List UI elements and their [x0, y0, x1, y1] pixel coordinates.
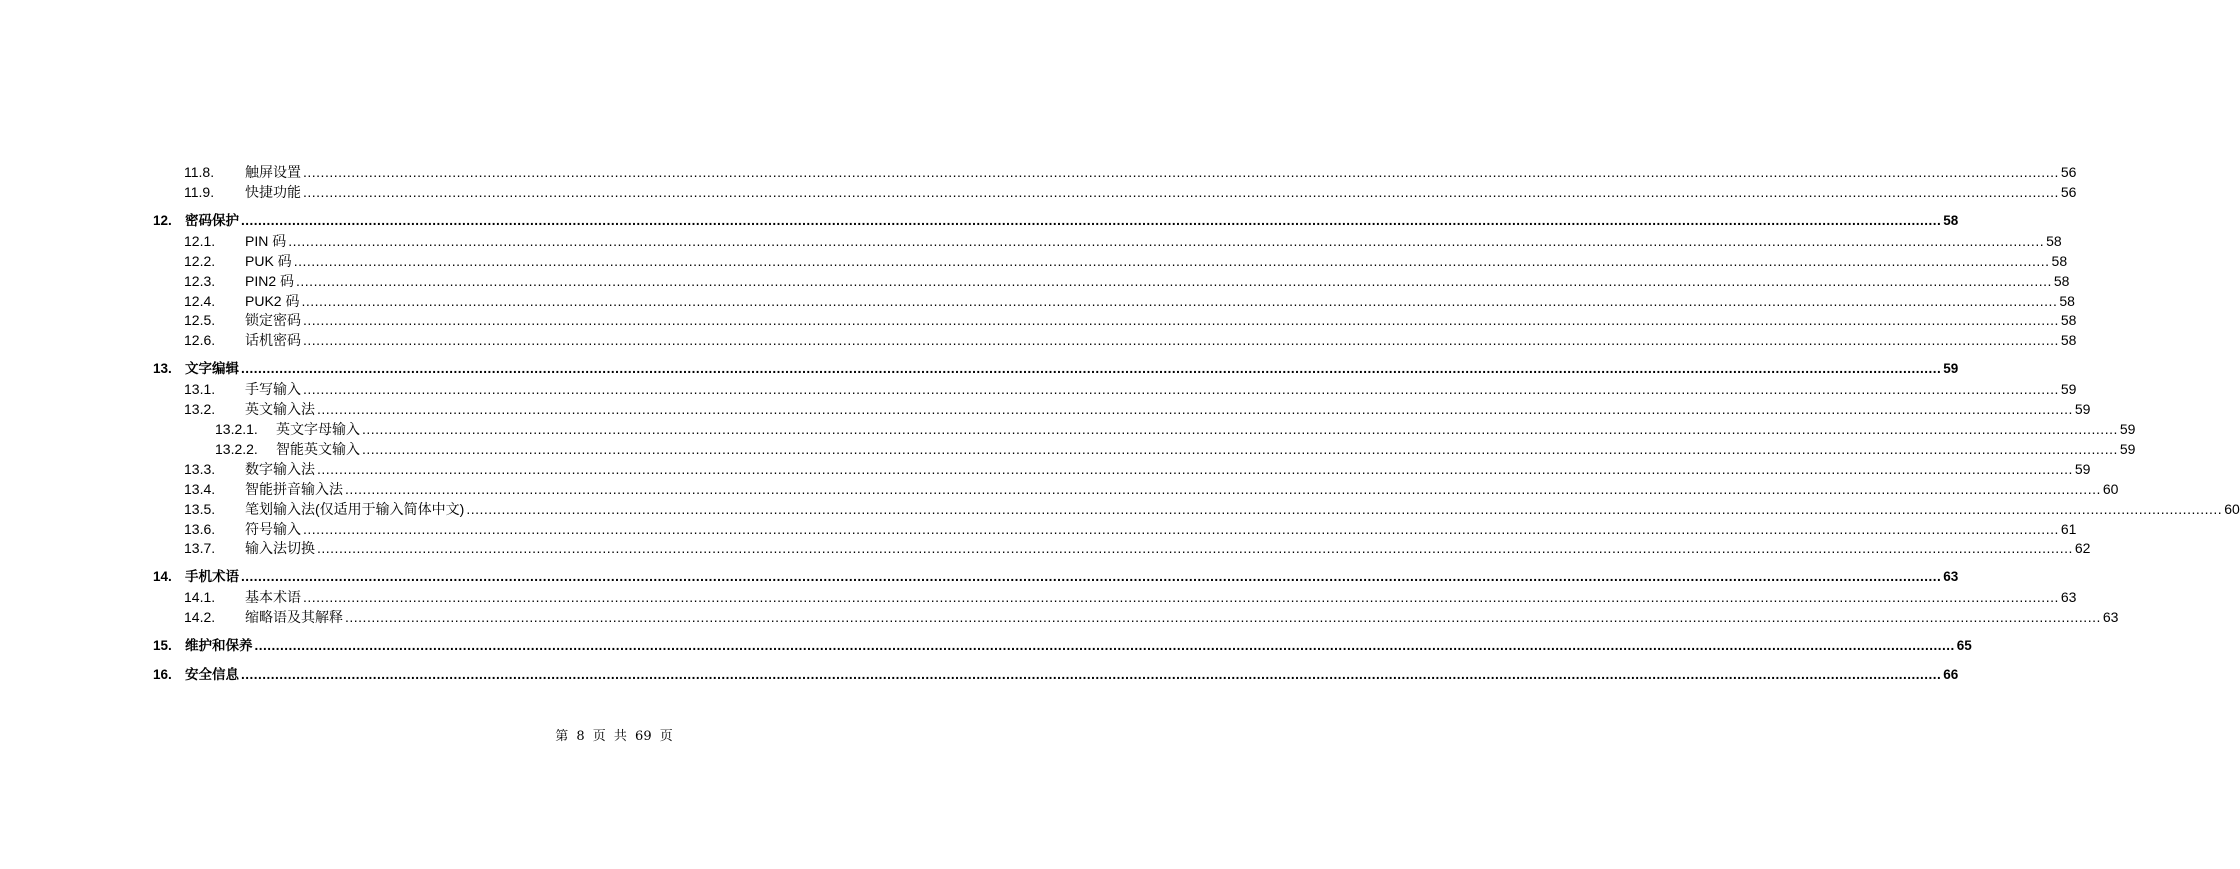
dot-leader: ................................................................................................................................................................................................................................................................................................................................................................................................................: [241, 212, 1942, 228]
toc-entry-page-number: 58: [2053, 272, 2070, 289]
toc-section-entry[interactable]: [184, 331, 2077, 349]
dot-leader: ................................................................................................................................................................................................................................................................................................................................................................................................................: [241, 667, 1942, 683]
toc-entry-title: 数字输入法: [245, 460, 315, 477]
toc-entry-page-number: 59: [1943, 361, 1959, 377]
toc-entry-number: 13.: [153, 361, 172, 377]
toc-entry-title: 触屏设置: [245, 164, 301, 180]
dot-leader: ................................................................................................................................................................................................................................................................................................................................................................................................................: [296, 272, 2052, 289]
toc-entry-title: 智能拼音输入法: [245, 480, 343, 497]
toc-entry-page-number: 58: [2059, 292, 2075, 309]
toc-entry-page-number: 58: [2060, 312, 2077, 329]
dot-leader: ................................................................................................................................................................................................................................................................................................................................................................................................................: [466, 500, 2223, 517]
toc-entry-title: 维护和保养: [185, 638, 253, 654]
dot-leader: ................................................................................................................................................................................................................................................................................................................................................................................................................: [303, 312, 2059, 329]
toc-section-entry[interactable]: [184, 500, 2240, 518]
dot-leader: ................................................................................................................................................................................................................................................................................................................................................................................................................: [345, 609, 2101, 626]
toc-entry-title: PIN2 码: [245, 272, 295, 289]
dot-leader: ................................................................................................................................................................................................................................................................................................................................................................................................................: [301, 292, 2058, 309]
toc-entry-title: 密码保护: [185, 212, 239, 228]
toc-section-entry[interactable]: [184, 380, 2077, 398]
toc-entry-number: 12.4.: [184, 292, 216, 309]
toc-entry-page-number: 61: [2060, 520, 2077, 537]
toc-entry-page-number: 63: [2102, 609, 2119, 626]
toc-entry-title: 快捷功能: [245, 183, 301, 200]
toc-entry-number: 13.2.2.: [215, 440, 258, 457]
toc-entry-title: 缩略语及其解释: [245, 609, 343, 626]
dot-leader: ................................................................................................................................................................................................................................................................................................................................................................................................................: [317, 460, 2073, 477]
toc-entry-page-number: 62: [2074, 540, 2091, 557]
toc-section-entry[interactable]: [184, 163, 2077, 181]
dot-leader: ................................................................................................................................................................................................................................................................................................................................................................................................................: [345, 480, 2101, 497]
toc-section-entry[interactable]: [184, 311, 2077, 329]
toc-entry-page-number: 65: [1956, 638, 1972, 654]
toc-entry-title: 文字编辑: [185, 361, 239, 377]
toc-entry-number: 12.5.: [184, 312, 216, 329]
toc-entry-page-number: 63: [2060, 589, 2077, 606]
dot-leader: ................................................................................................................................................................................................................................................................................................................................................................................................................: [241, 361, 1942, 377]
toc-chapter-entry[interactable]: [153, 666, 1959, 684]
toc-entry-title: 英文字母输入: [276, 421, 360, 437]
dot-leader: ................................................................................................................................................................................................................................................................................................................................................................................................................: [293, 252, 2050, 269]
toc-chapter-entry[interactable]: [153, 637, 1972, 655]
dot-leader: ................................................................................................................................................................................................................................................................................................................................................................................................................: [303, 381, 2059, 398]
toc-entry-title: 手写输入: [245, 381, 301, 398]
toc-entry-title: 英文输入法: [245, 401, 315, 418]
toc-entry-number: 13.2.: [184, 401, 216, 418]
toc-entry-number: 13.2.1.: [215, 421, 258, 437]
toc-chapter-entry[interactable]: [153, 360, 1959, 378]
toc-entry-number: 14.: [153, 569, 172, 585]
toc-entry-title: PUK2 码: [245, 292, 300, 309]
dot-leader: ................................................................................................................................................................................................................................................................................................................................................................................................................: [362, 421, 2118, 437]
toc-entry-title: 笔划输入法(仅适用于输入简体中文): [245, 500, 465, 517]
toc-entry-title: 安全信息: [185, 667, 239, 683]
toc-section-entry[interactable]: [184, 183, 2077, 201]
toc-entry-title: 手机术语: [185, 569, 239, 585]
toc-entry-page-number: 58: [2060, 332, 2077, 349]
toc-entry-number: 12.: [153, 212, 172, 228]
dot-leader: ................................................................................................................................................................................................................................................................................................................................................................................................................: [303, 164, 2059, 180]
toc-section-entry[interactable]: [184, 539, 2091, 557]
toc-section-entry[interactable]: [184, 292, 2075, 310]
toc-entry-title: PIN 码: [245, 232, 287, 249]
toc-section-entry[interactable]: [184, 460, 2091, 478]
toc-section-entry[interactable]: [184, 400, 2091, 418]
toc-section-entry[interactable]: [184, 520, 2077, 538]
toc-entry-number: 13.5.: [184, 500, 216, 517]
dot-leader: ................................................................................................................................................................................................................................................................................................................................................................................................................: [288, 232, 2045, 249]
toc-entry-number: 13.3.: [184, 460, 216, 477]
dot-leader: ................................................................................................................................................................................................................................................................................................................................................................................................................: [303, 332, 2059, 349]
dot-leader: ................................................................................................................................................................................................................................................................................................................................................................................................................: [317, 401, 2073, 418]
toc-entry-number: 16.: [153, 667, 172, 683]
page-footer: 第 8 页 共 69 页: [555, 729, 673, 744]
toc-entry-page-number: 63: [1943, 569, 1959, 585]
toc-entry-page-number: 60: [2224, 500, 2240, 517]
toc-entry-title: 智能英文输入: [276, 440, 360, 457]
toc-entry-title: 话机密码: [245, 332, 301, 349]
toc-section-entry[interactable]: [184, 480, 2119, 498]
toc-entry-number: 14.1.: [184, 589, 216, 606]
toc-entry-page-number: 60: [2102, 480, 2119, 497]
toc-entry-number: 13.7.: [184, 540, 216, 557]
toc-entry-page-number: 56: [2060, 183, 2077, 200]
dot-leader: ................................................................................................................................................................................................................................................................................................................................................................................................................: [241, 569, 1942, 585]
toc-entry-title: PUK 码: [245, 252, 292, 269]
toc-entry-page-number: 56: [2060, 164, 2077, 180]
toc-section-entry[interactable]: [215, 420, 2136, 438]
toc-entry-title: 符号输入: [245, 520, 301, 537]
toc-section-entry[interactable]: [184, 252, 2068, 270]
dot-leader: ................................................................................................................................................................................................................................................................................................................................................................................................................: [362, 440, 2118, 457]
toc-section-entry[interactable]: [184, 232, 2062, 250]
dot-leader: ................................................................................................................................................................................................................................................................................................................................................................................................................: [317, 540, 2073, 557]
dot-leader: ................................................................................................................................................................................................................................................................................................................................................................................................................: [303, 520, 2059, 537]
toc-section-entry[interactable]: [184, 272, 2070, 290]
toc-section-entry[interactable]: [184, 588, 2077, 606]
toc-entry-number: 13.4.: [184, 480, 216, 497]
toc-entry-number: 12.1.: [184, 232, 216, 249]
toc-entry-page-number: 59: [2074, 460, 2091, 477]
dot-leader: ................................................................................................................................................................................................................................................................................................................................................................................................................: [254, 638, 1955, 654]
toc-entry-number: 12.6.: [184, 332, 216, 349]
dot-leader: ................................................................................................................................................................................................................................................................................................................................................................................................................: [303, 589, 2059, 606]
toc-entry-page-number: 66: [1943, 667, 1959, 683]
toc-entry-page-number: 59: [2119, 421, 2136, 437]
toc-entry-page-number: 58: [2051, 252, 2068, 269]
toc-entry-number: 14.2.: [184, 609, 216, 626]
toc-entry-page-number: 59: [2060, 381, 2077, 398]
toc-entry-title: 基本术语: [245, 589, 301, 606]
toc-entry-page-number: 59: [2119, 440, 2136, 457]
toc-chapter-entry[interactable]: [153, 568, 1959, 586]
toc-entry-number: 12.2.: [184, 252, 216, 269]
toc-entry-number: 12.3.: [184, 272, 216, 289]
toc-entry-title: 锁定密码: [245, 312, 301, 329]
toc-entry-page-number: 58: [1943, 212, 1959, 228]
toc-entry-page-number: 59: [2074, 401, 2091, 418]
toc-entry-number: 11.9.: [184, 183, 215, 200]
dot-leader: ................................................................................................................................................................................................................................................................................................................................................................................................................: [303, 183, 2059, 200]
toc-entry-number: 11.8.: [184, 164, 215, 180]
toc-entry-title: 输入法切换: [245, 540, 315, 557]
toc-chapter-entry[interactable]: [153, 212, 1959, 230]
toc-entry-page-number: 58: [2046, 232, 2062, 249]
toc-section-entry[interactable]: [215, 440, 2136, 458]
toc-entry-number: 13.1.: [184, 381, 216, 398]
toc-entry-number: 15.: [153, 638, 172, 654]
toc-entry-number: 13.6.: [184, 520, 216, 537]
toc-section-entry[interactable]: [184, 608, 2119, 626]
